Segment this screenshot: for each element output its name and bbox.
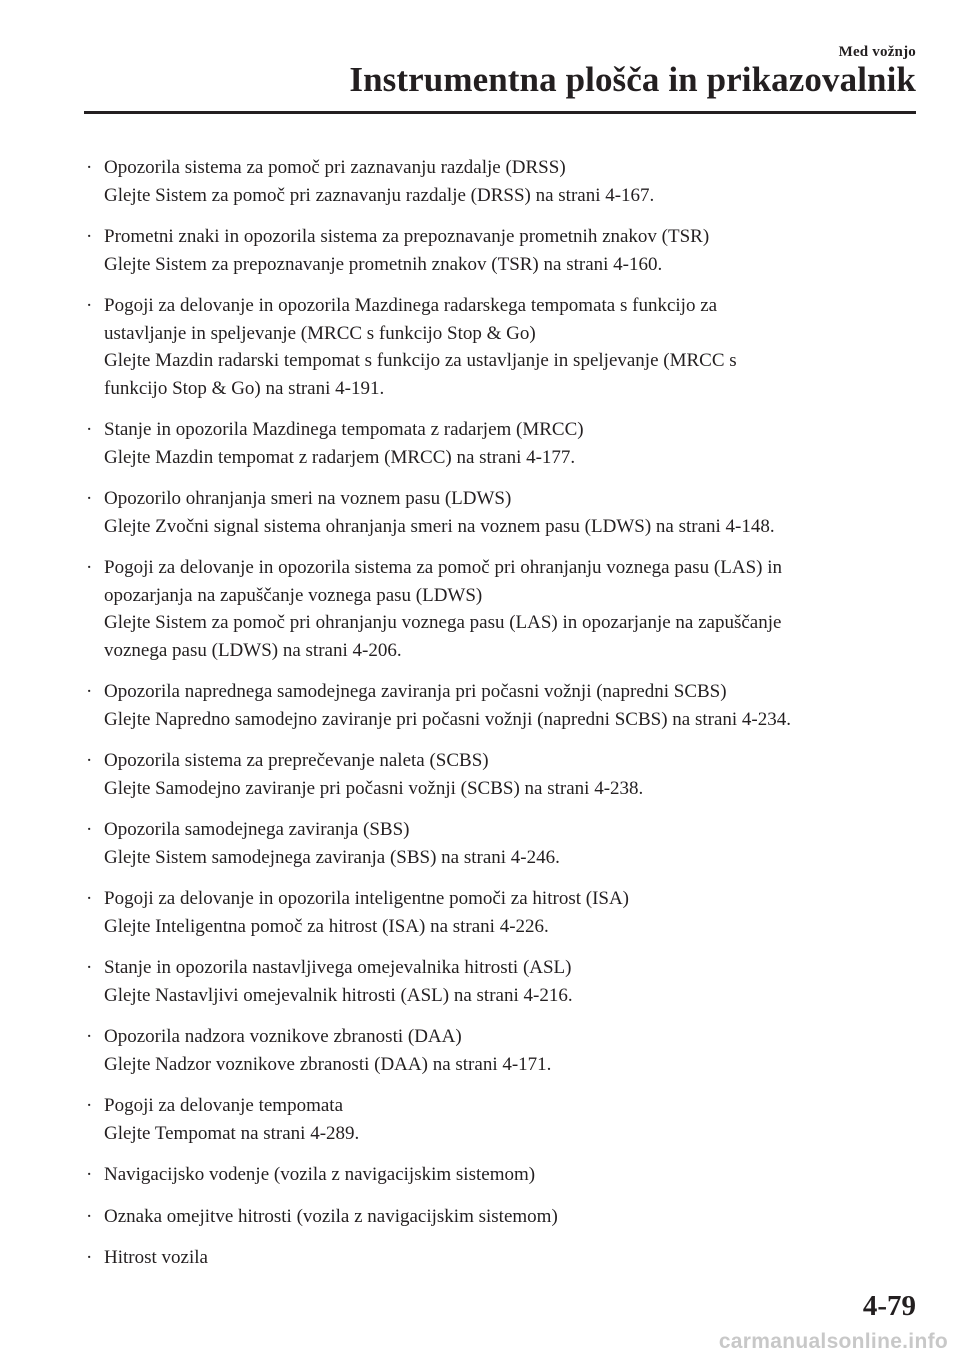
list-item: [86, 154, 922, 209]
bullet-icon: ·: [86, 957, 93, 978]
bullet-icon: ·: [86, 226, 93, 247]
list-item-text: Glejte Nastavljivi omejevalnik hitrosti (ASL) na strani 4-216.: [104, 984, 573, 1006]
bullet-icon: ·: [86, 557, 93, 578]
list-item: [86, 747, 922, 802]
section-label: Med vožnjo: [838, 44, 916, 60]
header-divider: [84, 111, 916, 114]
list-item-text: Glejte Nadzor voznikove zbranosti (DAA) na strani 4-171.: [104, 1053, 552, 1075]
list-item-text: Glejte Inteligentna pomoč za hitrost (ISA) na strani 4-226.: [104, 915, 549, 937]
list-item: [86, 816, 922, 871]
bullet-icon: ·: [86, 295, 93, 316]
page-number: 4-79: [862, 1290, 916, 1322]
watermark: carmanualsonline.info: [718, 1330, 948, 1353]
bullet-icon: ·: [86, 1164, 93, 1185]
chapter-title: Instrumentna plošča in prikazovalnik: [349, 60, 916, 99]
list-item-text: Glejte Sistem za prepoznavanje prometnih znakov (TSR) na strani 4-160.: [104, 253, 663, 275]
list-item: [86, 1023, 922, 1078]
list-item: [86, 416, 922, 471]
list-item-title: Hitrost vozila: [104, 1247, 208, 1268]
list-item-title: Navigacijsko vodenje (vozila z navigacijskim sistemom): [104, 1164, 536, 1185]
list-item-text: Glejte Samodejno zaviranje pri počasni vožnji (SCBS) na strani 4-238.: [104, 777, 644, 799]
bullet-icon: ·: [86, 1247, 93, 1268]
bullet-icon: ·: [86, 488, 93, 509]
list-item: [86, 554, 922, 664]
bullet-icon: ·: [86, 819, 93, 840]
list-item: [86, 1203, 922, 1231]
list-item-title: Pogoji za delovanje in opozorila Mazdinega radarskega tempomata s funkcijo za: [104, 295, 718, 316]
list-item-title: Pogoji za delovanje in opozorila sistema za pomoč pri ohranjanju voznega pasu (LAS) in: [104, 557, 783, 578]
list-item-text: Glejte Zvočni signal sistema ohranjanja smeri na voznem pasu (LDWS) na strani 4-148.: [104, 515, 775, 537]
bullet-icon: ·: [86, 681, 93, 702]
bullet-icon: ·: [86, 888, 93, 909]
list-item-text: Glejte Sistem samodejnega zaviranja (SBS) na strani 4-246.: [104, 846, 560, 868]
bullet-icon: ·: [86, 1095, 93, 1116]
list-item: [86, 1244, 922, 1272]
list-item-title: Pogoji za delovanje tempomata: [104, 1095, 344, 1116]
list-item-text: funkcijo Stop & Go) na strani 4-191.: [104, 377, 385, 399]
bullet-icon: ·: [86, 1026, 93, 1047]
list-item: [86, 1092, 922, 1147]
list-item-text: Glejte Sistem za pomoč pri ohranjanju voznega pasu (LAS) in opozarjanje na zapuščanje: [104, 612, 782, 633]
list-item: [86, 954, 922, 1009]
list-item-title: Opozorila naprednega samodejnega zaviranja pri počasni vožnji (napredni SCBS): [104, 681, 727, 702]
list-item-title: Opozorila sistema za pomoč pri zaznavanju razdalje (DRSS): [104, 157, 566, 178]
list-item-title: Oznaka omejitve hitrosti (vozila z navigacijskim sistemom): [104, 1205, 558, 1227]
list-item-text: Glejte Napredno samodejno zaviranje pri počasni vožnji (napredni SCBS) na strani 4-234.: [104, 708, 791, 730]
bullet-list: [86, 154, 922, 1286]
list-item: [86, 485, 922, 540]
list-item-text: voznega pasu (LDWS) na strani 4-206.: [104, 639, 402, 661]
list-item-title: Prometni znaki in opozorila sistema za prepoznavanje prometnih znakov (TSR): [104, 226, 710, 247]
list-item: [86, 223, 922, 278]
list-item: [86, 1161, 922, 1189]
list-item-title: Opozorilo ohranjanja smeri na voznem pasu (LDWS): [104, 488, 512, 509]
list-item: [86, 885, 922, 940]
list-item-title: Pogoji za delovanje in opozorila inteligentne pomoči za hitrost (ISA): [104, 888, 630, 909]
bullet-icon: ·: [86, 1205, 93, 1227]
list-item-text: opozarjanja na zapuščanje voznega pasu (LDWS): [104, 584, 483, 606]
list-item: [86, 678, 922, 733]
list-item-title: Opozorila nadzora voznikove zbranosti (DAA): [104, 1026, 462, 1047]
list-item-title: Stanje in opozorila Mazdinega tempomata z radarjem (MRCC): [104, 419, 584, 440]
list-item-title: Opozorila samodejnega zaviranja (SBS): [104, 819, 410, 840]
list-item: [86, 292, 922, 402]
list-item-text: ustavljanje in speljevanje (MRCC s funkcijo Stop & Go): [104, 322, 536, 344]
list-item-title: Stanje in opozorila nastavljivega omejevalnika hitrosti (ASL): [104, 957, 572, 978]
list-item-title: Opozorila sistema za preprečevanje naleta (SCBS): [104, 750, 489, 771]
list-item-text: Glejte Sistem za pomoč pri zaznavanju razdalje (DRSS) na strani 4-167.: [104, 184, 655, 206]
bullet-icon: ·: [86, 157, 93, 178]
list-item-text: Glejte Mazdin tempomat z radarjem (MRCC) na strani 4-177.: [104, 446, 576, 468]
bullet-icon: ·: [86, 750, 93, 771]
page-header: [0, 0, 960, 120]
bullet-icon: ·: [86, 419, 93, 440]
list-item-text: Glejte Tempomat na strani 4-289.: [104, 1122, 360, 1144]
list-item-text: Glejte Mazdin radarski tempomat s funkcijo za ustavljanje in speljevanje (MRCC s: [104, 350, 737, 371]
